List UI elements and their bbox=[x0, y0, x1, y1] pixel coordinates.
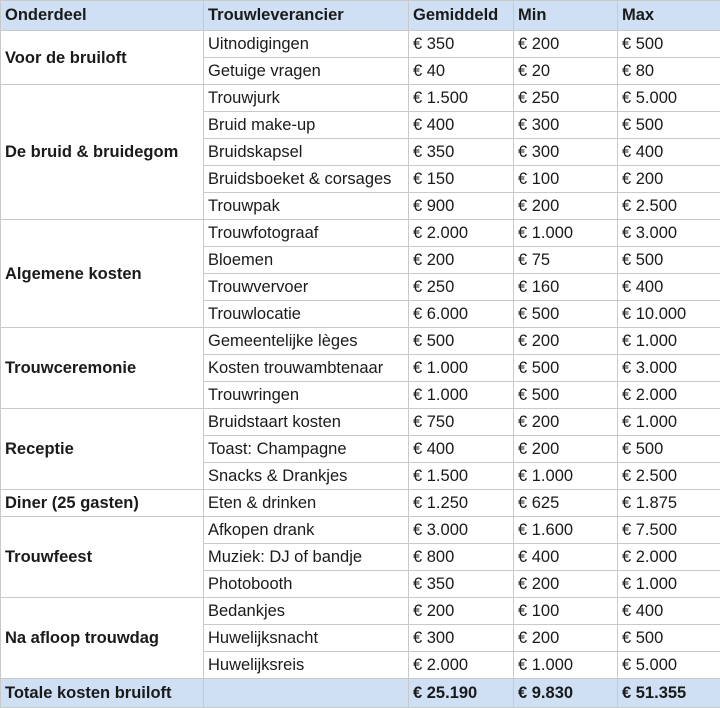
group-label: De bruid & bruidegom bbox=[1, 85, 204, 220]
max-cell: € 1.000 bbox=[618, 571, 720, 598]
max-cell: € 80 bbox=[618, 58, 720, 85]
average-cell: € 250 bbox=[409, 274, 514, 301]
min-cell: € 300 bbox=[514, 112, 618, 139]
min-cell: € 1.000 bbox=[514, 652, 618, 679]
supplier-cell: Trouwpak bbox=[204, 193, 409, 220]
average-cell: € 400 bbox=[409, 436, 514, 463]
max-cell: € 7.500 bbox=[618, 517, 720, 544]
max-cell: € 1.875 bbox=[618, 490, 720, 517]
total-row bbox=[1, 679, 720, 708]
average-cell: € 40 bbox=[409, 58, 514, 85]
supplier-cell: Bruidskapsel bbox=[204, 139, 409, 166]
max-cell: € 3.000 bbox=[618, 220, 720, 247]
average-cell: € 500 bbox=[409, 328, 514, 355]
max-cell: € 500 bbox=[618, 436, 720, 463]
max-cell: € 500 bbox=[618, 625, 720, 652]
max-cell: € 400 bbox=[618, 598, 720, 625]
min-cell: € 500 bbox=[514, 355, 618, 382]
supplier-cell: Bruidstaart kosten bbox=[204, 409, 409, 436]
max-cell: € 500 bbox=[618, 247, 720, 274]
average-cell: € 6.000 bbox=[409, 301, 514, 328]
min-cell: € 160 bbox=[514, 274, 618, 301]
max-cell: € 2.000 bbox=[618, 382, 720, 409]
supplier-cell: Gemeentelijke lèges bbox=[204, 328, 409, 355]
min-cell: € 400 bbox=[514, 544, 618, 571]
supplier-cell: Afkopen drank bbox=[204, 517, 409, 544]
min-cell: € 200 bbox=[514, 571, 618, 598]
table-row bbox=[1, 220, 720, 247]
max-cell: € 500 bbox=[618, 31, 720, 58]
total-min: € 9.830 bbox=[514, 679, 618, 708]
total-label: Totale kosten bruiloft bbox=[1, 679, 204, 708]
min-cell: € 300 bbox=[514, 139, 618, 166]
table-row bbox=[1, 31, 720, 58]
min-cell: € 200 bbox=[514, 31, 618, 58]
table-row bbox=[1, 517, 720, 544]
min-cell: € 75 bbox=[514, 247, 618, 274]
header-max: Max bbox=[618, 1, 720, 31]
average-cell: € 750 bbox=[409, 409, 514, 436]
group-label: Trouwceremonie bbox=[1, 328, 204, 409]
header-min: Min bbox=[514, 1, 618, 31]
min-cell: € 100 bbox=[514, 166, 618, 193]
max-cell: € 2.500 bbox=[618, 193, 720, 220]
table-row bbox=[1, 490, 720, 517]
supplier-cell: Bloemen bbox=[204, 247, 409, 274]
average-cell: € 2.000 bbox=[409, 652, 514, 679]
supplier-cell: Trouwvervoer bbox=[204, 274, 409, 301]
group-label: Na afloop trouwdag bbox=[1, 598, 204, 679]
supplier-cell: Bedankjes bbox=[204, 598, 409, 625]
supplier-cell: Muziek: DJ of bandje bbox=[204, 544, 409, 571]
min-cell: € 200 bbox=[514, 328, 618, 355]
header-row bbox=[1, 1, 720, 31]
table-row bbox=[1, 409, 720, 436]
max-cell: € 200 bbox=[618, 166, 720, 193]
supplier-cell: Huwelijksnacht bbox=[204, 625, 409, 652]
average-cell: € 400 bbox=[409, 112, 514, 139]
supplier-cell: Toast: Champagne bbox=[204, 436, 409, 463]
average-cell: € 1.250 bbox=[409, 490, 514, 517]
supplier-cell: Uitnodigingen bbox=[204, 31, 409, 58]
group-label: Algemene kosten bbox=[1, 220, 204, 328]
supplier-cell: Eten & drinken bbox=[204, 490, 409, 517]
average-cell: € 200 bbox=[409, 598, 514, 625]
table-row bbox=[1, 328, 720, 355]
supplier-cell: Trouwjurk bbox=[204, 85, 409, 112]
max-cell: € 3.000 bbox=[618, 355, 720, 382]
average-cell: € 350 bbox=[409, 139, 514, 166]
supplier-cell: Trouwringen bbox=[204, 382, 409, 409]
min-cell: € 100 bbox=[514, 598, 618, 625]
table-row bbox=[1, 85, 720, 112]
header-average: Gemiddeld bbox=[409, 1, 514, 31]
max-cell: € 5.000 bbox=[618, 652, 720, 679]
supplier-cell: Getuige vragen bbox=[204, 58, 409, 85]
average-cell: € 3.000 bbox=[409, 517, 514, 544]
average-cell: € 200 bbox=[409, 247, 514, 274]
min-cell: € 200 bbox=[514, 409, 618, 436]
supplier-cell: Snacks & Drankjes bbox=[204, 463, 409, 490]
supplier-cell: Kosten trouwambtenaar bbox=[204, 355, 409, 382]
average-cell: € 1.500 bbox=[409, 85, 514, 112]
min-cell: € 200 bbox=[514, 193, 618, 220]
max-cell: € 2.500 bbox=[618, 463, 720, 490]
min-cell: € 1.000 bbox=[514, 220, 618, 247]
table-body bbox=[1, 31, 720, 679]
supplier-cell: Trouwlocatie bbox=[204, 301, 409, 328]
group-label: Voor de bruiloft bbox=[1, 31, 204, 85]
min-cell: € 200 bbox=[514, 625, 618, 652]
average-cell: € 350 bbox=[409, 31, 514, 58]
supplier-cell: Photobooth bbox=[204, 571, 409, 598]
max-cell: € 2.000 bbox=[618, 544, 720, 571]
supplier-cell: Trouwfotograaf bbox=[204, 220, 409, 247]
supplier-cell: Bruidsboeket & corsages bbox=[204, 166, 409, 193]
average-cell: € 1.000 bbox=[409, 355, 514, 382]
max-cell: € 10.000 bbox=[618, 301, 720, 328]
max-cell: € 5.000 bbox=[618, 85, 720, 112]
average-cell: € 1.500 bbox=[409, 463, 514, 490]
group-label: Diner (25 gasten) bbox=[1, 490, 204, 517]
total-max: € 51.355 bbox=[618, 679, 720, 708]
table-row bbox=[1, 598, 720, 625]
min-cell: € 1.600 bbox=[514, 517, 618, 544]
min-cell: € 500 bbox=[514, 301, 618, 328]
average-cell: € 1.000 bbox=[409, 382, 514, 409]
min-cell: € 20 bbox=[514, 58, 618, 85]
min-cell: € 500 bbox=[514, 382, 618, 409]
min-cell: € 625 bbox=[514, 490, 618, 517]
max-cell: € 400 bbox=[618, 274, 720, 301]
header-supplier: Trouwleverancier bbox=[204, 1, 409, 31]
max-cell: € 1.000 bbox=[618, 328, 720, 355]
min-cell: € 200 bbox=[514, 436, 618, 463]
min-cell: € 250 bbox=[514, 85, 618, 112]
average-cell: € 2.000 bbox=[409, 220, 514, 247]
average-cell: € 300 bbox=[409, 625, 514, 652]
total-average: € 25.190 bbox=[409, 679, 514, 708]
average-cell: € 350 bbox=[409, 571, 514, 598]
average-cell: € 150 bbox=[409, 166, 514, 193]
total-supplier bbox=[204, 679, 409, 708]
average-cell: € 900 bbox=[409, 193, 514, 220]
max-cell: € 1.000 bbox=[618, 409, 720, 436]
average-cell: € 800 bbox=[409, 544, 514, 571]
max-cell: € 500 bbox=[618, 112, 720, 139]
group-label: Trouwfeest bbox=[1, 517, 204, 598]
max-cell: € 400 bbox=[618, 139, 720, 166]
min-cell: € 1.000 bbox=[514, 463, 618, 490]
group-label: Receptie bbox=[1, 409, 204, 490]
supplier-cell: Bruid make-up bbox=[204, 112, 409, 139]
supplier-cell: Huwelijksreis bbox=[204, 652, 409, 679]
header-section: Onderdeel bbox=[1, 1, 204, 31]
